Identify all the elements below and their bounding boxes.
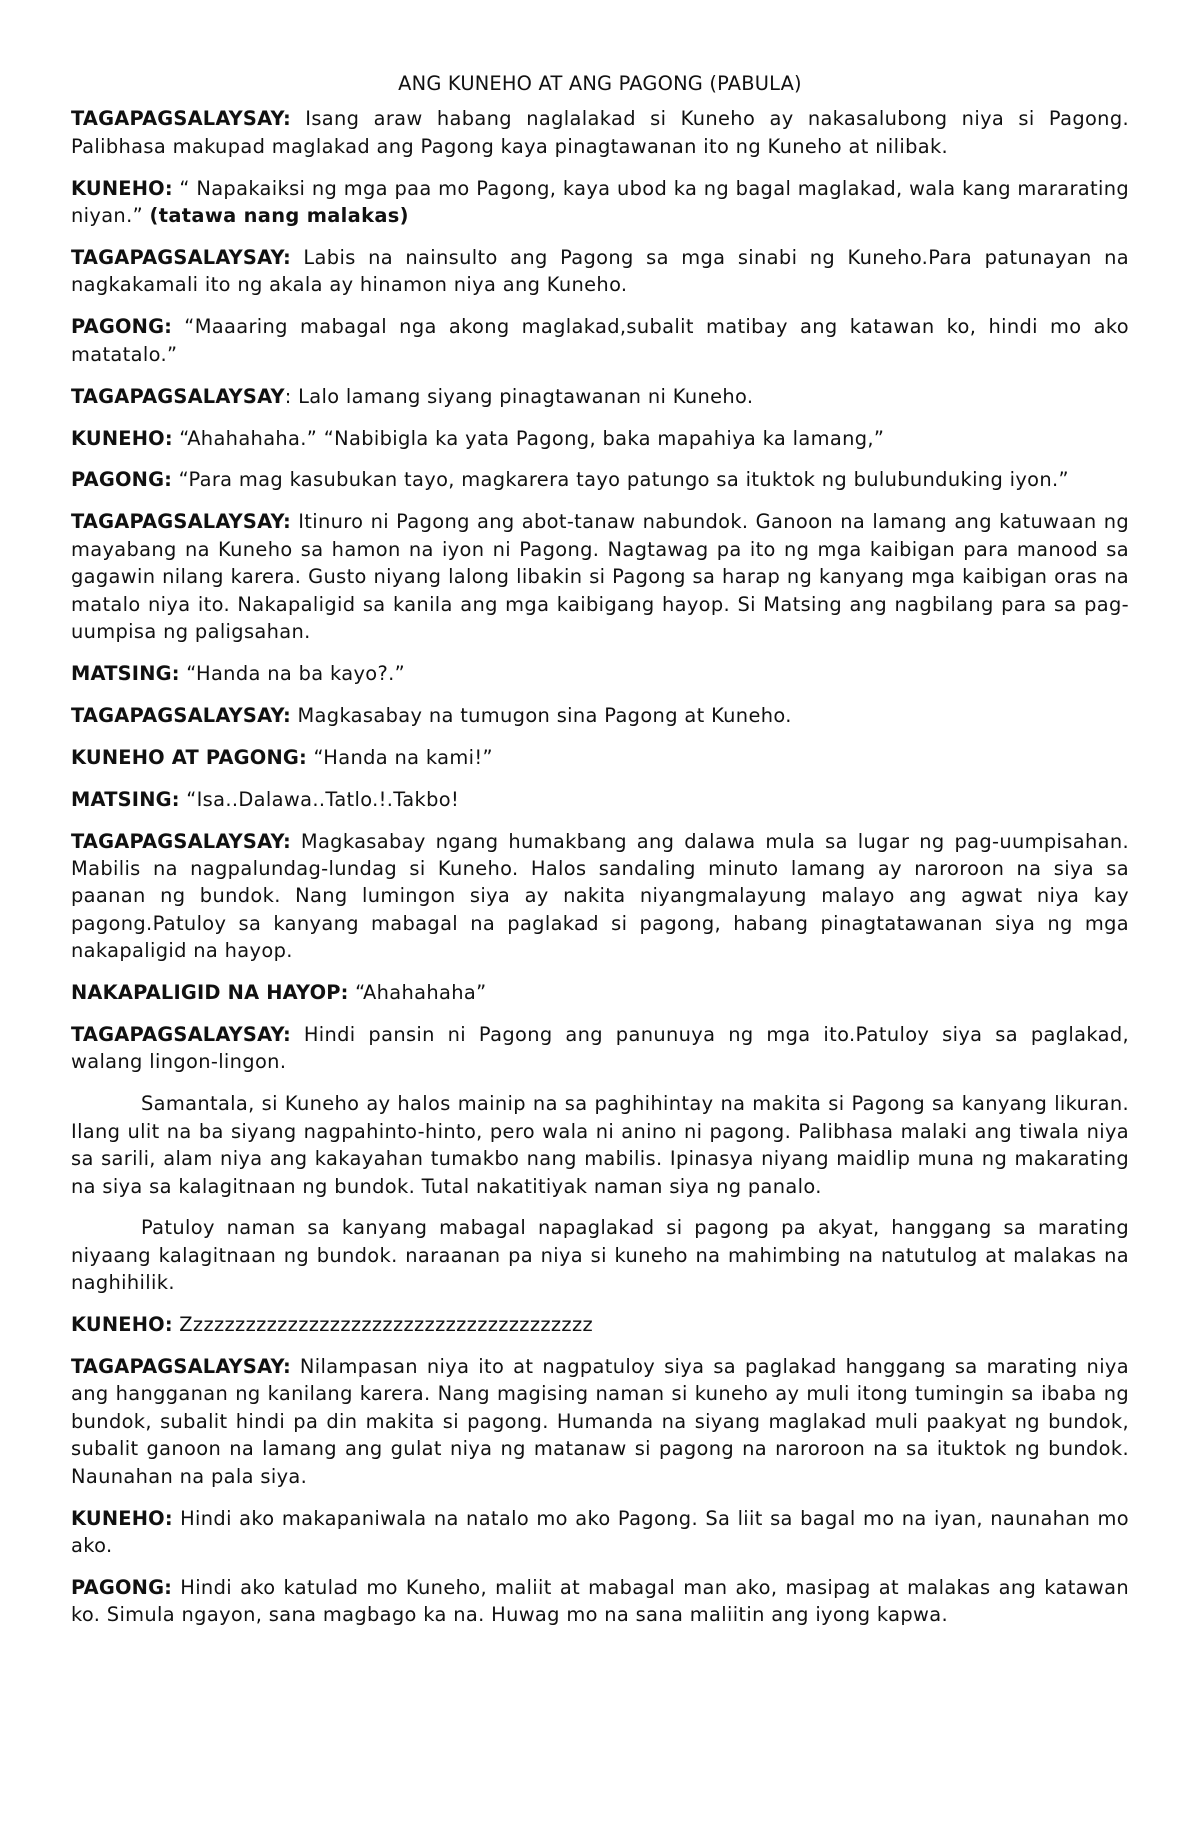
dialogue-paragraph	[71, 105, 1129, 160]
paragraph-text: Itinuro ni Pagong ang abot-tanaw nabundok. Ganoon na lamang ang katuwaan ng mayabang na Kuneho sa hamon na iyon ni Pagong. Nagtawag pa ito ng mga kaibigan para manood sa gagawin nilang karera. Gusto niyang lalong libakin si Pagong sa harap ng kanyang mga kaibigan oras na matalo niya ito. Nakapaligid sa kanila ang mga kaibigang hayop. Si Matsing ang nagbilang para sa pag-uumpisa ng paligsahan.	[71, 510, 1129, 643]
paragraph-text: “Handa na kami!”	[306, 745, 493, 769]
dialogue-paragraph	[71, 1353, 1129, 1490]
speaker-label: KUNEHO AT PAGONG:	[71, 745, 307, 769]
paragraph-text: Hindi ako katulad mo Kuneho, maliit at mabagal man ako, masipag at malakas ang katawan ko. Simula ngayon, sana magbago ka na. Huwag mo na sana maliitin ang iyong kapwa.	[71, 1575, 1129, 1627]
dialogue-paragraph	[71, 425, 1129, 452]
speaker-label: NAKAPALIGID NA HAYOP:	[71, 981, 349, 1005]
paragraph-text: Patuloy naman sa kanyang mabagal napaglakad si pagong pa akyat, hanggang sa marating niyaang kalagitnaan ng bundok. naraanan pa niya si kuneho na mahimbing na natutulog at malakas na naghihilik.	[71, 1216, 1129, 1295]
dialogue-paragraph	[71, 1090, 1129, 1200]
speaker-label: TAGAPAGSALAYSAY:	[71, 703, 291, 727]
paragraph-text: “Handa na ba kayo?.”	[179, 661, 406, 685]
paragraph-text: Samantala, si Kuneho ay halos mainip na sa paghihintay na makita si Pagong sa kanyang likuran. Ilang ulit na ba siyang nagpahinto-hinto, pero wala ni anino ni pagong. Palibhasa malaki ang tiwala niya sa sarili, alam niya ang kakayahan tumakbo nang mabilis. Ipinasya niyang maidlip muna ng makarating na siya sa kalagitnaan ng bundok. Tutal nakatitiyak naman siya ng panalo.	[71, 1092, 1129, 1198]
speaker-label: PAGONG:	[71, 315, 173, 339]
dialogue-paragraph	[71, 1021, 1129, 1076]
dialogue-paragraph	[71, 244, 1129, 299]
speaker-label: KUNEHO:	[71, 1506, 173, 1530]
dialogue-paragraph	[71, 744, 1129, 771]
paragraph-text: Zzzzzzzzzzzzzzzzzzzzzzzzzzzzzzzzzzzzzzz	[172, 1313, 593, 1337]
speaker-label: TAGAPAGSALAYSAY	[71, 384, 285, 408]
paragraph-text: “Maaaring mabagal nga akong maglakad,subalit matibay ang katawan ko, hindi mo ako matatalo.”	[71, 315, 1129, 366]
dialogue-paragraph	[71, 828, 1129, 965]
dialogue-paragraph	[71, 383, 1129, 410]
speaker-label: MATSING:	[71, 661, 180, 685]
dialogue-paragraph	[71, 1574, 1129, 1629]
paragraph-text: Labis na nainsulto ang Pagong sa mga sinabi ng Kuneho.Para patunayan na nagkakamali ito ng akala ay hinamon niya ang Kuneho.	[71, 246, 1129, 297]
paragraph-text: Hindi pansin ni Pagong ang panunuya ng mga ito.Patuloy siya sa paglakad, walang lingon-lingon.	[71, 1022, 1129, 1074]
speaker-label: TAGAPAGSALAYSAY:	[71, 246, 291, 270]
dialogue-paragraph	[71, 1311, 1129, 1338]
speaker-label: PAGONG:	[71, 1575, 173, 1599]
speaker-label: TAGAPAGSALAYSAY:	[71, 510, 291, 534]
dialogue-paragraph	[71, 979, 1129, 1006]
stage-direction: (tatawa nang malakas)	[149, 204, 409, 228]
paragraph-text: “Para mag kasubukan tayo, magkarera tayo patungo sa ituktok ng bulubunduking iyon.”	[172, 468, 1069, 492]
paragraph-text: “ Napakaiksi ng mga paa mo Pagong, kaya ubod ka ng bagal maglakad, wala kang mararating niyan.”	[71, 176, 1129, 228]
speaker-label: TAGAPAGSALAYSAY:	[71, 829, 291, 853]
page-title: ANG KUNEHO AT ANG PAGONG (PABULA)	[398, 72, 802, 95]
paragraph-text: Magkasabay ngang humakbang ang dalawa mula sa lugar ng pag-uumpisahan. Mabilis na nagpalundag-lundag si Kuneho. Halos sandaling minuto lamang ay naroroon na siya sa paanan ng bundok. Nang lumingon siya ay nakita niyangmalayung malayo ang agwat niya kay pagong.Patuloy sa kanyang mabagal na paglakad si pagong, habang pinagtatawanan siya ng mga nakapaligid na hayop.	[71, 829, 1129, 963]
paragraph-text: “Ahahahaha”	[348, 981, 487, 1005]
dialogue-paragraph	[71, 466, 1129, 493]
dialogue-paragraph	[71, 1214, 1129, 1296]
dialogue-paragraph	[71, 786, 1129, 813]
paragraph-text: Isang araw habang naglalakad si Kuneho ay nakasalubong niya si Pagong. Palibhasa makupad maglakad ang Pagong kaya pinagtawanan ito ng Kuneho at nilibak.	[71, 107, 1129, 158]
speaker-label: PAGONG:	[71, 468, 173, 492]
paragraph-text: Magkasabay na tumugon sina Pagong at Kuneho.	[290, 703, 792, 727]
dialogue-paragraph	[71, 175, 1129, 230]
speaker-label: TAGAPAGSALAYSAY:	[71, 1022, 291, 1046]
speaker-label: KUNEHO:	[71, 176, 173, 200]
document-body	[71, 105, 1129, 1628]
paragraph-text: “Ahahahaha.” “Nabibigla ka yata Pagong, baka mapahiya ka lamang,”	[172, 426, 885, 450]
dialogue-paragraph	[71, 660, 1129, 687]
paragraph-text: “Isa..Dalawa..Tatlo.!.Takbo!	[179, 787, 460, 811]
paragraph-text: Hindi ako makapaniwala na natalo mo ako Pagong. Sa liit sa bagal mo na iyan, naunahan mo ako.	[71, 1506, 1129, 1557]
dialogue-paragraph	[71, 508, 1129, 645]
speaker-label: KUNEHO:	[71, 1313, 173, 1337]
paragraph-text: Nilampasan niya ito at nagpatuloy siya sa paglakad hanggang sa marating niya ang hangganan ng kanilang karera. Nang magising naman si kuneho ay muli itong tumingin sa ibaba ng bundok, subalit hindi pa din makita si pagong. Humanda na siyang maglakad muli paakyat ng bundok, subalit ganoon na lamang ang gulat niya ng matanaw si pagong na naroroon na sa ituktok ng bundok. Naunahan na pala siya.	[71, 1355, 1129, 1488]
dialogue-paragraph	[71, 702, 1129, 729]
speaker-label: KUNEHO:	[71, 426, 173, 450]
dialogue-paragraph	[71, 313, 1129, 368]
speaker-label: MATSING:	[71, 787, 180, 811]
speaker-label: TAGAPAGSALAYSAY:	[71, 107, 291, 131]
dialogue-paragraph	[71, 1505, 1129, 1560]
paragraph-text: : Lalo lamang siyang pinagtawanan ni Kuneho.	[284, 384, 754, 408]
speaker-label: TAGAPAGSALAYSAY:	[71, 1355, 291, 1379]
